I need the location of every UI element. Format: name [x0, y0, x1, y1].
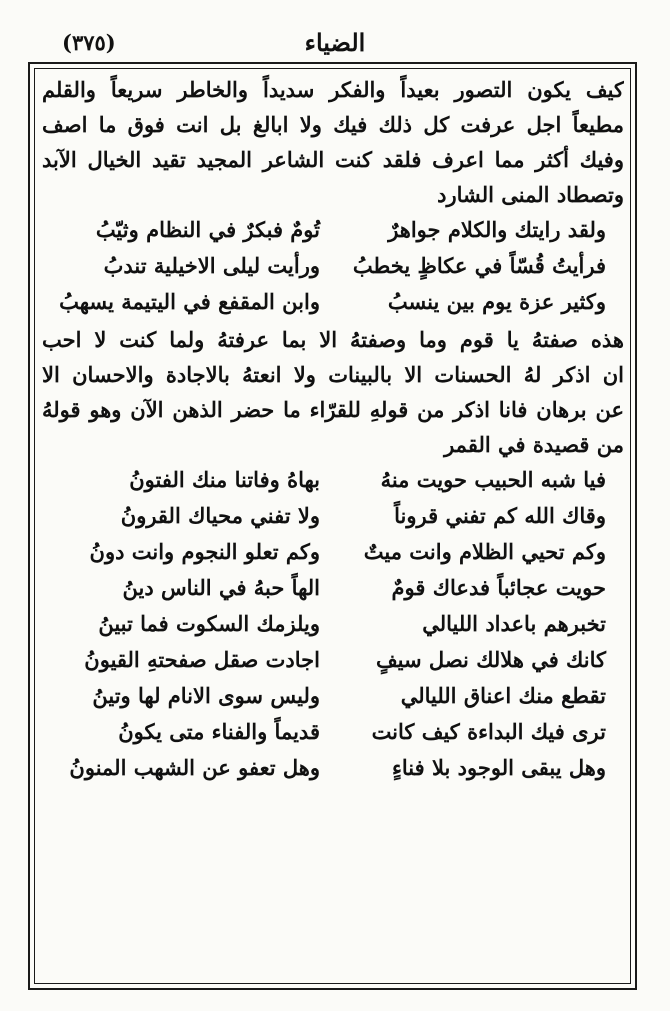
- verse-line: [42, 570, 624, 606]
- verse-second-hemistich: وهل تعفو عن الشهب المنونُ: [69, 755, 320, 780]
- verse-line: [42, 462, 624, 498]
- verse-first-hemistich: وهل يبقى الوجود بلا فناءٍ: [392, 755, 606, 780]
- verse-second-hemistich: الهاً حبهُ في الناس دينُ: [122, 575, 320, 600]
- page-number: (٣٧٥): [62, 30, 116, 55]
- running-head: الضياء: [304, 28, 366, 57]
- prose-line: كيف يكون التصور بعيداً والفكر سديداً والخاطر سريعاً والقلم: [42, 77, 624, 102]
- verse-first-hemistich: كانك في هلالك نصل سيفٍ: [375, 647, 606, 672]
- prose-line: هذه صفتهُ يا قوم وما وصفتهُ الا بما عرفتهُ ولما كنت لا احب: [42, 327, 624, 352]
- verse-first-hemistich: تقطع منك اعناق الليالي: [400, 683, 606, 708]
- verse-first-hemistich: حويت عجائباً فدعاك قومٌ: [391, 575, 606, 600]
- prose-line: من قصيدة في القمر: [444, 432, 624, 457]
- verse-first-hemistich: فيا شبه الحبيب حويت منهُ: [380, 467, 606, 492]
- verse-line: [42, 212, 624, 248]
- verse-line: [42, 606, 624, 642]
- verse-second-hemistich: ورأيت ليلى الاخيلية تندبُ: [103, 253, 320, 278]
- verse-second-hemistich: ويلزمك السكوت فما تبينُ: [98, 611, 320, 636]
- prose-line: عن برهان فانا اذكر من قولهِ للقرّاء ما حضر الذهن الآن وهو قولهُ: [42, 397, 624, 422]
- prose-line: وتصطاد المنى الشارد: [437, 182, 624, 207]
- page-body: [42, 72, 624, 786]
- verse-line: [42, 678, 624, 714]
- verse-line: [42, 642, 624, 678]
- verse-first-hemistich: ولقد رايتك والكلام جواهرٌ: [388, 217, 606, 242]
- verse-second-hemistich: اجادت صقل صفحتهِ القيونُ: [84, 647, 320, 672]
- verse-second-hemistich: وكم تعلو النجوم وانت دونُ: [89, 539, 320, 564]
- verse-first-hemistich: ترى فيك البداءة كيف كانت: [371, 719, 606, 744]
- verse-first-hemistich: وقاك الله كم تفني قروناً: [394, 503, 606, 528]
- verse-line: [42, 248, 624, 284]
- verse-second-hemistich: وليس سوى الانام لها وتينُ: [92, 683, 320, 708]
- verse-second-hemistich: ولا تفني محياك القرونُ: [120, 503, 320, 528]
- verse-line: [42, 498, 624, 534]
- prose-line: ان اذكر لهُ الحسنات الا بالبينات ولا انعتهُ بالاجادة والاحسان الا: [42, 362, 624, 387]
- verse-line: [42, 284, 624, 320]
- verse-second-hemistich: وابن المقفع في اليتيمة يسهبُ: [59, 289, 320, 314]
- prose-line: مطيعاً اجل عرفت كل ذلك فيك ولا ابالغ بل انت فوق ما اصف: [42, 112, 624, 137]
- verse-second-hemistich: قديماً والفناء متى يكونُ: [118, 719, 320, 744]
- verse-first-hemistich: وكم تحيي الظلام وانت ميتٌ: [363, 539, 606, 564]
- page-header: [0, 26, 670, 62]
- prose-line: وفيك أكثر مما اعرف فلقد كنت الشاعر المجيد تقيد الخيال الآبد: [42, 147, 624, 172]
- verse-line: [42, 534, 624, 570]
- verse-second-hemistich: بهاهُ وفاتنا منك الفتونُ: [129, 467, 320, 492]
- verse-first-hemistich: فرأيتُ قُسّاً في عكاظٍ يخطبُ: [352, 253, 606, 278]
- verse-line: [42, 750, 624, 786]
- verse-line: [42, 714, 624, 750]
- verse-first-hemistich: وكثير عزة يوم بين ينسبُ: [387, 289, 606, 314]
- verse-first-hemistich: تخبرهم باعداد الليالي: [422, 611, 606, 636]
- verse-second-hemistich: تُومٌ فبكرٌ في النظام وثيّبُ: [95, 217, 320, 242]
